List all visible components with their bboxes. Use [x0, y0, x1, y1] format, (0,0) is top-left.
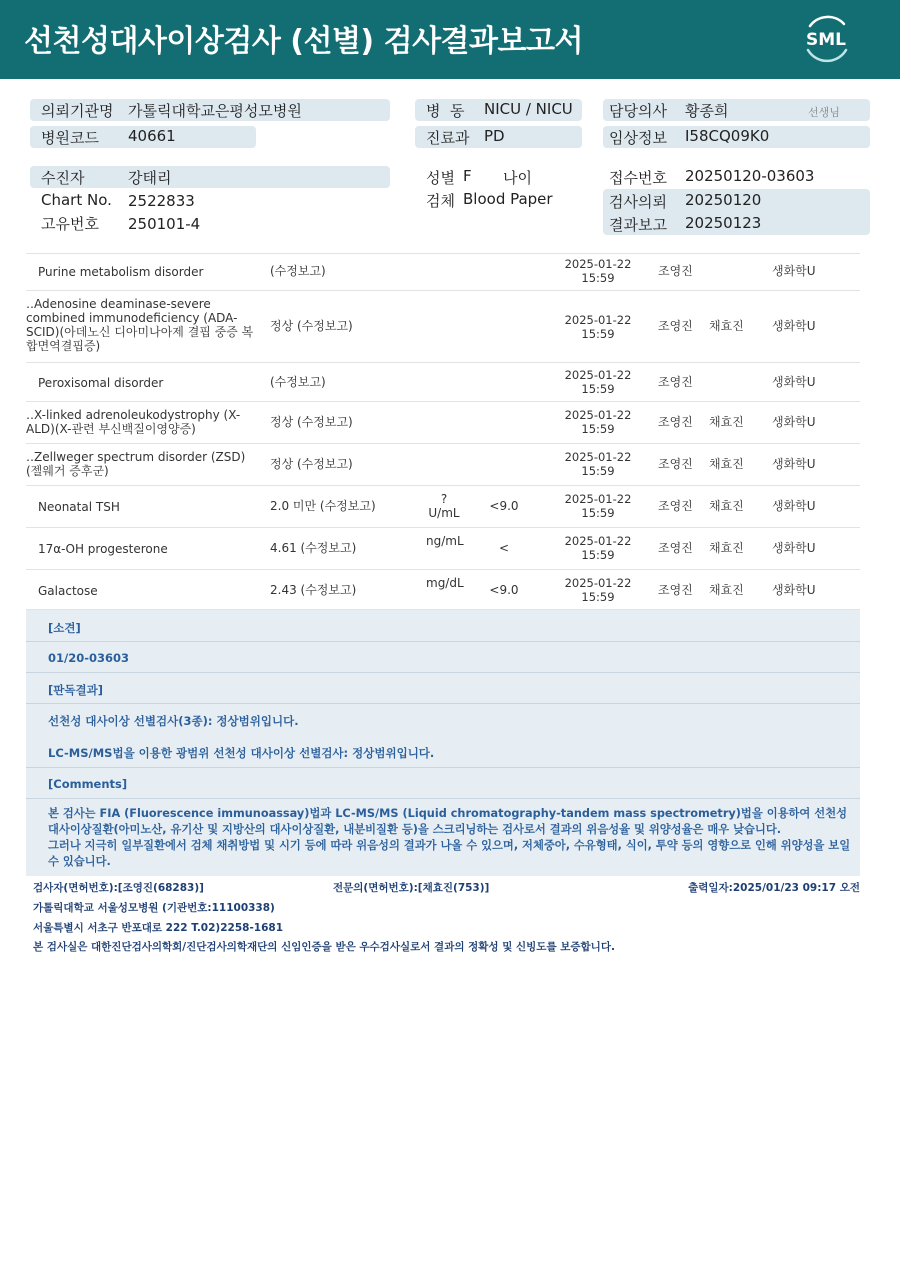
- worker-1: 조영진: [658, 541, 693, 555]
- institution-label: 의뢰기관명: [41, 102, 114, 120]
- table-row: [26, 444, 860, 486]
- worker-1: 조영진: [658, 457, 693, 471]
- worker-2: 채효진: [709, 415, 744, 429]
- test-date: [556, 534, 640, 562]
- test-date-time: 15:59: [581, 271, 615, 285]
- report-label: 결과보고: [609, 216, 667, 234]
- table-row: [26, 486, 860, 528]
- worker-2: 채효진: [709, 457, 744, 471]
- worker-2: 채효진: [709, 541, 744, 555]
- institution-value: 가톨릭대학교은평성모병원: [128, 102, 302, 120]
- test-name: ‥X-linked adrenoleukodystrophy (X-ALD)(X-관련 부신백질이영양증): [26, 408, 241, 436]
- patient-label: 수진자: [41, 169, 85, 187]
- test-date-day: 2025-01-22: [564, 408, 632, 422]
- test-result: 2.43 (수정보고): [270, 583, 357, 597]
- chart-label: Chart No.: [41, 191, 112, 209]
- receipt-label: 접수번호: [609, 169, 667, 187]
- sml-logo: [800, 12, 852, 64]
- dept-label: 진료과: [426, 129, 470, 147]
- worker-1: 조영진: [658, 499, 693, 513]
- test-date-day: 2025-01-22: [564, 450, 632, 464]
- test-date: [556, 313, 640, 341]
- hospital-code-value: 40661: [128, 127, 176, 145]
- test-date-time: 15:59: [581, 548, 615, 562]
- test-dept: 생화학U: [772, 264, 816, 278]
- test-date: [556, 408, 640, 436]
- test-dept: 생화학U: [772, 415, 816, 429]
- request-label: 검사의뢰: [609, 193, 667, 211]
- test-unit: ?U/mL: [428, 492, 460, 520]
- receipt-value: 20250120-03603: [685, 167, 815, 185]
- clinical-value: I58CQ09K0: [685, 127, 770, 145]
- divider: [26, 672, 860, 673]
- test-dept: 생화학U: [772, 457, 816, 471]
- findings-title: [소견]: [48, 621, 81, 635]
- clinical-label: 임상정보: [609, 129, 667, 147]
- interpretation-line-2: LC-MS/MS법을 이용한 광범위 선천성 대사이상 선별검사: 정상범위입니다.: [48, 746, 435, 760]
- table-row: [26, 363, 860, 402]
- unique-value: 250101-4: [128, 215, 201, 233]
- test-unit: mg/dL: [426, 576, 464, 590]
- test-date-time: 15:59: [581, 327, 615, 341]
- test-date-day: 2025-01-22: [564, 313, 632, 327]
- test-dept: 생화학U: [772, 499, 816, 513]
- footer-printed: 출력일자:2025/01/23 09:17 오전: [688, 882, 860, 894]
- test-reference: <9.0: [489, 499, 519, 513]
- age-label: 나이: [503, 169, 532, 187]
- sex-value: F: [463, 167, 472, 185]
- footer-address: 서울특별시 서초구 반포대로 222 T.02)2258-1681: [33, 922, 284, 934]
- worker-1: 조영진: [658, 583, 693, 597]
- test-name: Neonatal TSH: [38, 500, 120, 514]
- test-name: ‥Adenosine deaminase-severe combined immunodeficiency (ADA-SCID)(아데노신 디아미나아제 결핍 중증 복합면역결핍증): [26, 297, 254, 353]
- test-name: 17α-OH progesterone: [38, 542, 168, 556]
- table-row: [26, 253, 860, 291]
- footer-examiner: 검사자(면허번호):[조영진(68283)]: [33, 882, 204, 894]
- test-result: (수정보고): [270, 264, 326, 278]
- hospital-code-label: 병원코드: [41, 129, 99, 147]
- footer-hospital: 가톨릭대학교 서울성모병원 (기관번호:11100338): [33, 902, 275, 914]
- request-value: 20250120: [685, 191, 762, 209]
- findings-value: 01/20-03603: [48, 651, 129, 665]
- worker-1: 조영진: [658, 319, 693, 333]
- test-date: [556, 257, 640, 285]
- test-date-day: 2025-01-22: [564, 368, 632, 382]
- test-name: Purine metabolism disorder: [38, 265, 204, 279]
- test-reference: <9.0: [489, 583, 519, 597]
- test-date-day: 2025-01-22: [564, 257, 632, 271]
- table-row: [26, 402, 860, 444]
- worker-2: 채효진: [709, 319, 744, 333]
- table-row: [26, 528, 860, 570]
- divider: [26, 798, 860, 799]
- test-date: [556, 368, 640, 396]
- test-date-time: 15:59: [581, 382, 615, 396]
- test-unit: ng/mL: [426, 534, 464, 548]
- worker-1: 조영진: [658, 264, 693, 278]
- divider: [26, 703, 860, 704]
- comments-text: 본 검사는 FIA (Fluorescence immunoassay)법과 LC-MS/MS (Liquid chromatography-tandem mass spectrometry)법을 이용하여 선천성 대사이상질환(아미노산, 유기산 및 지방산의 대사이상질환, 내분비질환 등)을 스크리닝하는 검사로서 결과의 위음성율 및 위양성율은 매우 낮습니다.: [48, 807, 848, 836]
- doctor-label: 담당의사: [609, 102, 667, 120]
- interpretation-title: [판독결과]: [48, 683, 103, 697]
- test-result: 정상 (수정보고): [270, 319, 353, 333]
- test-dept: 생화학U: [772, 375, 816, 389]
- test-dept: 생화학U: [772, 319, 816, 333]
- test-result: (수정보고): [270, 375, 326, 389]
- ward-value: NICU / NICU: [484, 100, 573, 118]
- patient-value: 강태리: [128, 169, 172, 187]
- test-name: ‥Zellweger spectrum disorder (ZSD)(젤웨거 증후군): [26, 450, 246, 478]
- test-date: [556, 450, 640, 478]
- worker-1: 조영진: [658, 415, 693, 429]
- table-row: [26, 570, 860, 610]
- divider: [26, 767, 860, 768]
- test-date: [556, 492, 640, 520]
- test-date-time: 15:59: [581, 422, 615, 436]
- sex-label: 성별: [426, 169, 455, 187]
- chart-value: 2522833: [128, 192, 195, 210]
- worker-2: 채효진: [709, 499, 744, 513]
- footer-specialist: 전문의(면허번호):[채효진(753)]: [333, 882, 490, 894]
- test-name: Peroxisomal disorder: [38, 376, 164, 390]
- test-date: [556, 576, 640, 604]
- footer-certification: 본 검사실은 대한진단검사의학회/진단검사의학재단의 신임인증을 받은 우수검사실로서 결과의 정확성 및 신빙도를 보증합니다.: [33, 941, 615, 953]
- comments-text-2: 그러나 지극히 일부질환에서 검체 채취방법 및 시기 등에 따라 위음성의 결과가 나올 수 있으며, 저체중아, 수유형태, 식이, 투약 등의 영향으로 인해 위양성을 보일 수 있습니다.: [48, 839, 851, 868]
- unique-label: 고유번호: [41, 215, 99, 233]
- test-date-day: 2025-01-22: [564, 576, 632, 590]
- table-row: [26, 291, 860, 363]
- report-title: 선천성대사이상검사 (선별) 검사결과보고서: [24, 24, 583, 59]
- test-reference: <: [498, 541, 510, 555]
- test-date-day: 2025-01-22: [564, 534, 632, 548]
- test-result: 2.0 미만 (수정보고): [270, 499, 376, 513]
- dept-value: PD: [484, 127, 505, 145]
- specimen-value: Blood Paper: [463, 190, 553, 208]
- test-date-day: 2025-01-22: [564, 492, 632, 506]
- test-dept: 생화학U: [772, 541, 816, 555]
- ward-label: 병 동: [426, 102, 465, 120]
- test-result: 4.61 (수정보고): [270, 541, 357, 555]
- test-result: 정상 (수정보고): [270, 457, 353, 471]
- doctor-value: 황종희: [685, 102, 729, 120]
- comments-panel: [26, 610, 860, 876]
- interpretation-line-1: 선천성 대사이상 선별검사(3종): 정상범위입니다.: [48, 714, 299, 728]
- report-header: [0, 0, 900, 79]
- worker-1: 조영진: [658, 375, 693, 389]
- test-dept: 생화학U: [772, 583, 816, 597]
- worker-2: 채효진: [709, 583, 744, 597]
- report-value: 20250123: [685, 214, 762, 232]
- test-date-time: 15:59: [581, 590, 615, 604]
- test-result: 정상 (수정보고): [270, 415, 353, 429]
- specimen-label: 검체: [426, 192, 455, 210]
- test-name: Galactose: [38, 584, 98, 598]
- doctor-suffix: 선생님: [808, 106, 840, 119]
- logo-text: SML: [806, 30, 846, 50]
- comments-title: [Comments]: [48, 777, 128, 791]
- test-date-time: 15:59: [581, 506, 615, 520]
- divider: [26, 641, 860, 642]
- test-date-time: 15:59: [581, 464, 615, 478]
